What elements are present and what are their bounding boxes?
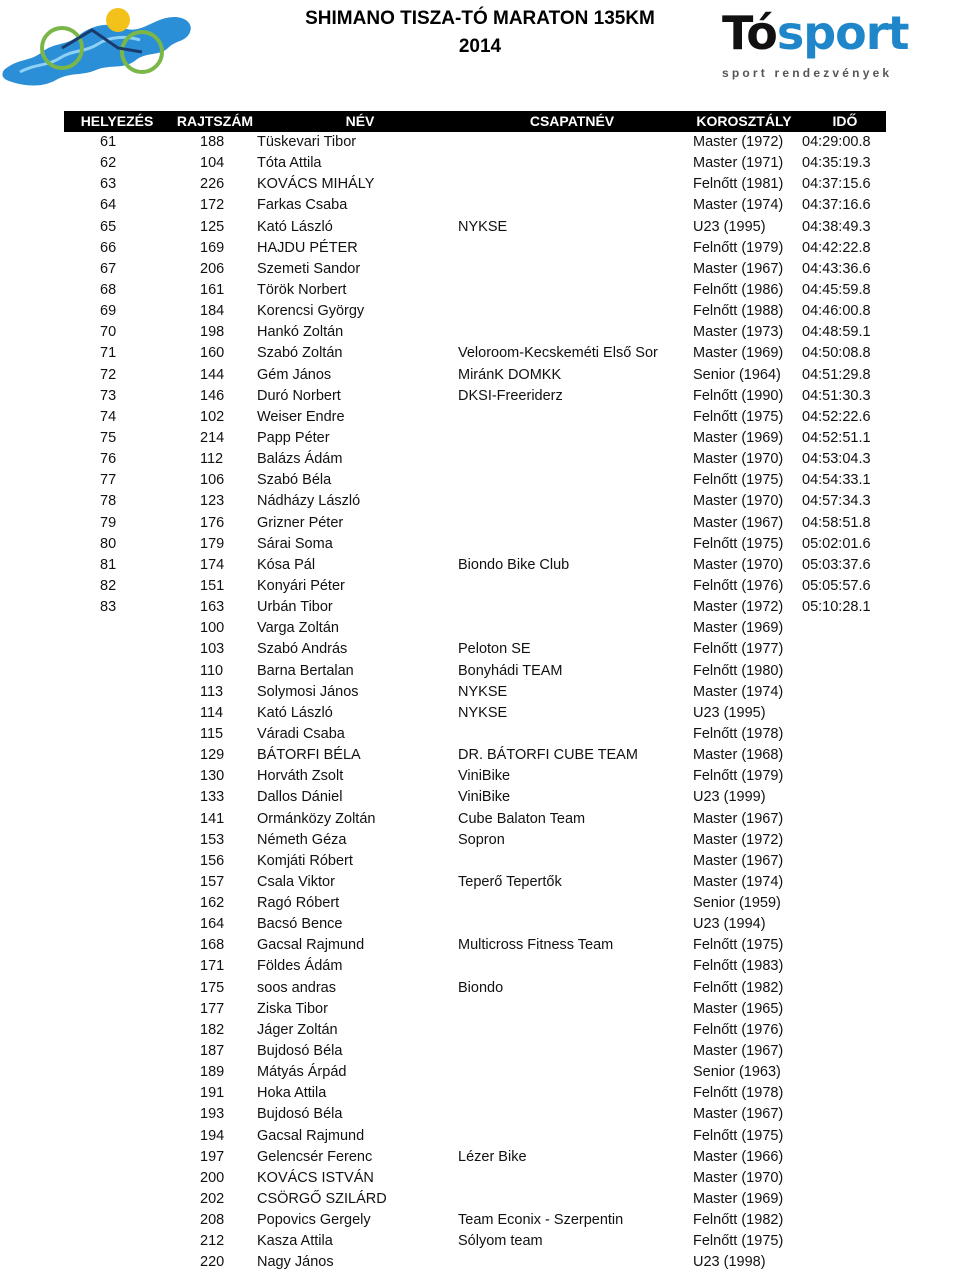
cell-name: Szabó András	[257, 641, 348, 658]
cell-name: Grizner Péter	[257, 514, 344, 531]
cell-category: Master (1972)	[693, 134, 784, 150]
table-row	[64, 682, 886, 703]
cell-bib: 182	[200, 1021, 225, 1038]
table-row	[64, 872, 886, 893]
cell-bib: 214	[200, 429, 225, 446]
table-row	[64, 1041, 886, 1062]
cell-position: 66	[100, 239, 117, 256]
cell-bib: 153	[200, 831, 225, 848]
table-row	[64, 1126, 886, 1147]
table-row	[64, 365, 886, 386]
table-row	[64, 618, 886, 639]
cell-name: Gacsal Rajmund	[257, 1127, 365, 1144]
cell-name: Balázs Ádám	[257, 451, 343, 468]
cell-bib: 160	[200, 345, 225, 362]
cell-name: Földes Ádám	[257, 958, 343, 975]
table-row	[64, 893, 886, 914]
cell-bib: 106	[200, 472, 225, 489]
table-row	[64, 470, 886, 491]
table-row	[64, 513, 886, 534]
col-header-category: KOROSZTÁLY	[696, 113, 792, 129]
cell-bib: 144	[200, 366, 225, 383]
cell-team: Multicross Fitness Team	[458, 937, 614, 954]
cell-bib: 163	[200, 599, 225, 616]
table-row	[64, 259, 886, 280]
cell-name: Weiser Endre	[257, 408, 345, 425]
cell-name: CSÖRGŐ SZILÁRD	[257, 1191, 387, 1208]
cell-name: KOVÁCS ISTVÁN	[257, 1169, 374, 1186]
cell-time: 04:57:34.3	[802, 493, 871, 510]
cell-category: Felnőtt (1988)	[693, 303, 784, 320]
cell-position: 76	[100, 451, 117, 468]
cell-team: NYKSE	[458, 704, 508, 721]
col-header-position: HELYEZÉS	[80, 113, 154, 129]
cell-bib: 133	[200, 789, 225, 806]
cell-bib: 169	[200, 239, 225, 256]
cell-time: 04:48:59.1	[802, 324, 871, 341]
cell-team: ViniBike	[458, 768, 511, 785]
cell-category: U23 (1998)	[693, 1254, 766, 1271]
cell-bib: 141	[200, 810, 225, 827]
cell-position: 82	[100, 577, 117, 594]
cell-name: Komjáti Róbert	[257, 852, 353, 869]
table-row	[64, 407, 886, 428]
cell-position: 79	[100, 514, 117, 531]
cell-bib: 114	[200, 704, 224, 721]
cell-name: Farkas Csaba	[257, 197, 348, 214]
table-row	[64, 956, 886, 977]
cell-category: Felnőtt (1977)	[693, 641, 784, 658]
cell-bib: 226	[200, 176, 225, 193]
cell-bib: 206	[200, 260, 225, 277]
cell-name: Tüskevari Tibor	[257, 134, 357, 150]
cell-name: Korencsi György	[257, 303, 365, 320]
cell-bib: 176	[200, 514, 225, 531]
cell-bib: 197	[200, 1148, 225, 1165]
cell-name: Barna Bertalan	[257, 662, 354, 679]
cell-category: Master (1967)	[693, 852, 784, 869]
cell-time: 04:38:49.3	[802, 218, 871, 235]
table-row	[64, 153, 886, 174]
cell-time: 04:52:51.1	[802, 429, 871, 446]
cell-bib: 172	[200, 197, 225, 214]
cell-category: U23 (1995)	[693, 704, 766, 721]
cell-category: Master (1970)	[693, 451, 784, 468]
cell-name: Kató László	[257, 704, 333, 721]
cell-bib: 100	[200, 620, 225, 637]
cell-name: Ziska Tibor	[257, 1000, 328, 1017]
cell-position: 72	[100, 366, 117, 383]
table-row	[64, 343, 886, 364]
cell-bib: 220	[200, 1254, 225, 1271]
cell-bib: 174	[200, 556, 225, 573]
table-row	[64, 724, 886, 745]
table-row	[64, 576, 886, 597]
cell-time: 04:35:19.3	[802, 155, 871, 172]
col-header-time: IDŐ	[832, 113, 858, 129]
cell-team: DR. BÁTORFI CUBE TEAM	[458, 747, 638, 764]
table-row	[64, 1210, 886, 1231]
table-row	[64, 1083, 886, 1104]
cell-bib: 156	[200, 852, 225, 869]
cell-team: Sopron	[458, 831, 505, 848]
cell-name: Szabó Béla	[257, 472, 332, 489]
cell-bib: 161	[200, 281, 225, 298]
cell-time: 04:54:33.1	[802, 472, 871, 489]
cell-time: 04:42:22.8	[802, 239, 871, 256]
cell-bib: 177	[200, 1000, 225, 1017]
cell-bib: 175	[200, 979, 225, 996]
cell-team: Cube Balaton Team	[458, 810, 586, 827]
cell-category: Master (1970)	[693, 556, 784, 573]
cell-name: Tóta Attila	[257, 155, 322, 172]
table-row	[64, 195, 886, 216]
table-row	[64, 217, 886, 238]
table-row	[64, 238, 886, 259]
cell-name: Hoka Attila	[257, 1085, 327, 1102]
cell-bib: 130	[200, 768, 225, 785]
cell-bib: 198	[200, 324, 225, 341]
cell-name: Németh Géza	[257, 831, 347, 848]
cell-bib: 110	[200, 662, 224, 679]
cell-category: Master (1973)	[693, 324, 784, 341]
cell-time: 04:46:00.8	[802, 303, 871, 320]
table-row	[64, 534, 886, 555]
cell-category: Master (1970)	[693, 1169, 784, 1186]
cell-team: Lézer Bike	[458, 1148, 527, 1165]
cell-name: Váradi Csaba	[257, 725, 345, 742]
table-row	[64, 914, 886, 935]
cell-name: Ragó Róbert	[257, 895, 340, 912]
table-row	[64, 1020, 886, 1041]
cell-position: 83	[100, 599, 117, 616]
cell-category: Master (1974)	[693, 873, 784, 890]
cell-position: 68	[100, 281, 117, 298]
cell-team: Teperő Tepertők	[458, 873, 562, 890]
cell-name: Nádházy László	[257, 493, 361, 510]
cell-name: Ormánközy Zoltán	[257, 810, 376, 827]
cell-team: Veloroom-Kecskeméti Első Sor	[458, 345, 658, 362]
cell-time: 04:52:22.6	[802, 408, 871, 425]
cell-bib: 188	[200, 134, 225, 150]
cell-name: Varga Zoltán	[257, 620, 339, 637]
table-row	[64, 661, 886, 682]
cell-category: Master (1969)	[693, 620, 784, 637]
cell-time: 04:29:00.8	[802, 134, 871, 150]
table-row	[64, 766, 886, 787]
table-row	[64, 787, 886, 808]
table-row	[64, 1231, 886, 1252]
cell-position: 61	[100, 134, 117, 150]
cell-bib: 168	[200, 937, 225, 954]
cell-name: Szemeti Sandor	[257, 260, 361, 277]
cell-category: Master (1974)	[693, 197, 784, 214]
lake-cyclist-logo	[0, 0, 205, 95]
cell-name: Nagy János	[257, 1254, 334, 1271]
cell-position: 81	[100, 556, 117, 573]
cell-bib: 189	[200, 1064, 225, 1081]
table-row	[64, 597, 886, 618]
table-row	[64, 851, 886, 872]
cell-team: NYKSE	[458, 218, 508, 235]
cell-category: Master (1974)	[693, 683, 784, 700]
cell-category: Felnőtt (1975)	[693, 472, 784, 489]
cell-bib: 202	[200, 1191, 225, 1208]
cell-time: 04:53:04.3	[802, 451, 871, 468]
cell-category: U23 (1999)	[693, 789, 766, 806]
cell-category: Master (1969)	[693, 345, 784, 362]
table-row	[64, 174, 886, 195]
cell-bib: 179	[200, 535, 225, 552]
cell-category: Felnőtt (1986)	[693, 281, 784, 298]
cell-category: Master (1968)	[693, 747, 784, 764]
cell-name: Szabó Zoltán	[257, 345, 343, 362]
cell-category: Senior (1963)	[693, 1064, 781, 1081]
table-row	[64, 1189, 886, 1210]
cell-category: Master (1967)	[693, 260, 784, 277]
cell-name: Kósa Pál	[257, 556, 316, 573]
cell-category: Master (1972)	[693, 831, 784, 848]
cell-name: KOVÁCS MIHÁLY	[257, 176, 375, 193]
cell-category: Felnőtt (1975)	[693, 1233, 784, 1250]
cell-name: Kasza Attila	[257, 1233, 333, 1250]
table-row	[64, 132, 886, 153]
cell-category: Felnőtt (1982)	[693, 979, 784, 996]
cell-category: Felnőtt (1983)	[693, 958, 784, 975]
table-row	[64, 1147, 886, 1168]
cell-bib: 103	[200, 641, 225, 658]
cell-category: Master (1970)	[693, 493, 784, 510]
cell-bib: 200	[200, 1169, 225, 1186]
table-row	[64, 280, 886, 301]
cell-category: Felnőtt (1978)	[693, 1085, 784, 1102]
cell-time: 05:10:28.1	[802, 599, 871, 616]
cell-name: Papp Péter	[257, 429, 330, 446]
cell-name: BÁTORFI BÉLA	[257, 747, 361, 764]
cell-bib: 125	[200, 218, 225, 235]
table-row	[64, 999, 886, 1020]
table-row	[64, 555, 886, 576]
cell-position: 63	[100, 176, 117, 193]
table-header	[64, 111, 886, 132]
cell-time: 04:45:59.8	[802, 281, 871, 298]
cell-category: Felnőtt (1976)	[693, 1021, 784, 1038]
cell-name: Török Norbert	[257, 281, 347, 298]
cell-name: Solymosi János	[257, 683, 359, 700]
cell-category: Master (1969)	[693, 429, 784, 446]
cell-bib: 194	[200, 1127, 225, 1144]
col-header-team: CSAPATNÉV	[529, 113, 615, 129]
cell-name: Mátyás Árpád	[257, 1064, 347, 1081]
cell-team: Biondo	[458, 979, 504, 996]
cell-category: U23 (1994)	[693, 916, 766, 933]
cell-team: MiránK DOMKK	[458, 366, 562, 383]
cell-bib: 212	[200, 1233, 225, 1250]
cell-bib: 113	[200, 683, 224, 700]
cell-category: Felnőtt (1979)	[693, 768, 784, 785]
cell-team: ViniBike	[458, 789, 511, 806]
logo-tagline: sport rendezvények	[722, 66, 893, 80]
page-header	[0, 0, 960, 110]
cell-name: Bujdosó Béla	[257, 1043, 343, 1060]
cell-time: 04:50:08.8	[802, 345, 871, 362]
table-row	[64, 745, 886, 766]
cell-category: Master (1967)	[693, 1043, 784, 1060]
cell-name: Gacsal Rajmund	[257, 937, 365, 954]
cell-bib: 157	[200, 873, 225, 890]
cell-category: U23 (1995)	[693, 218, 766, 235]
cell-name: Hankó Zoltán	[257, 324, 344, 341]
cell-name: Horváth Zsolt	[257, 768, 344, 785]
cell-name: Bujdosó Béla	[257, 1106, 343, 1123]
cell-bib: 164	[200, 916, 225, 933]
cell-category: Felnőtt (1975)	[693, 937, 784, 954]
logo-main-text: Tó	[722, 6, 777, 60]
cell-team: Biondo Bike Club	[458, 556, 570, 573]
cell-team: Bonyhádi TEAM	[458, 662, 563, 679]
cell-category: Felnőtt (1975)	[693, 1127, 784, 1144]
cell-category: Felnőtt (1979)	[693, 239, 784, 256]
cell-time: 05:05:57.6	[802, 577, 871, 594]
cell-position: 75	[100, 429, 117, 446]
cell-category: Felnőtt (1990)	[693, 387, 784, 404]
cell-team: NYKSE	[458, 683, 508, 700]
cell-time: 04:58:51.8	[802, 514, 871, 531]
cell-bib: 191	[200, 1085, 225, 1102]
cell-category: Felnőtt (1982)	[693, 1212, 784, 1229]
tosport-logo	[722, 6, 908, 60]
cell-name: Sárai Soma	[257, 535, 333, 552]
cell-name: Jáger Zoltán	[257, 1021, 338, 1038]
table-row	[64, 386, 886, 407]
cell-name: Duró Norbert	[257, 387, 341, 404]
table-row	[64, 809, 886, 830]
cell-bib: 193	[200, 1106, 225, 1123]
table-row	[64, 978, 886, 999]
cell-time: 05:02:01.6	[802, 535, 871, 552]
table-row	[64, 935, 886, 956]
cell-bib: 123	[200, 493, 225, 510]
cell-bib: 129	[200, 747, 225, 764]
cell-category: Felnőtt (1981)	[693, 176, 784, 193]
cell-position: 73	[100, 387, 117, 404]
cell-team: Peloton SE	[458, 641, 531, 658]
cell-name: Bacsó Bence	[257, 916, 343, 933]
table-row	[64, 449, 886, 470]
table-row	[64, 491, 886, 512]
cell-category: Master (1972)	[693, 599, 784, 616]
cell-name: Urbán Tibor	[257, 599, 333, 616]
cell-category: Master (1967)	[693, 1106, 784, 1123]
table-row	[64, 322, 886, 343]
cell-category: Master (1969)	[693, 1191, 784, 1208]
cell-name: Dallos Dániel	[257, 789, 343, 806]
table-row	[64, 1168, 886, 1189]
cell-team: Team Econix - Szerpentin	[458, 1212, 624, 1229]
cell-category: Felnőtt (1975)	[693, 408, 784, 425]
cell-category: Master (1971)	[693, 155, 784, 172]
logo-accent-text: sport	[776, 6, 909, 60]
cell-position: 71	[100, 345, 117, 362]
cell-name: Gém János	[257, 366, 332, 383]
table-row	[64, 830, 886, 851]
cell-bib: 104	[200, 155, 225, 172]
cell-team: Sólyom team	[458, 1233, 543, 1250]
cell-bib: 187	[200, 1043, 225, 1060]
cell-name: HAJDU PÉTER	[257, 239, 358, 256]
cell-position: 62	[100, 155, 117, 172]
table-row	[64, 428, 886, 449]
cell-name: Csala Viktor	[257, 873, 335, 890]
cell-name: Kató László	[257, 218, 333, 235]
cell-team: DKSI-Freeriderz	[458, 387, 563, 404]
cell-category: Felnőtt (1980)	[693, 662, 784, 679]
cell-name: Gelencsér Ferenc	[257, 1148, 373, 1165]
cell-category: Master (1965)	[693, 1000, 784, 1017]
cell-bib: 112	[200, 451, 224, 468]
table-row	[64, 301, 886, 322]
table-row	[64, 1252, 886, 1273]
cell-time: 04:37:15.6	[802, 176, 871, 193]
table-row	[64, 1104, 886, 1125]
cell-time: 04:51:30.3	[802, 387, 871, 404]
cell-position: 67	[100, 260, 117, 277]
cell-position: 77	[100, 472, 117, 489]
cell-bib: 162	[200, 895, 225, 912]
table-row	[64, 639, 886, 660]
cell-position: 64	[100, 197, 117, 214]
table-row	[64, 703, 886, 724]
cell-time: 05:03:37.6	[802, 556, 871, 573]
cell-position: 74	[100, 408, 117, 425]
cell-category: Felnőtt (1975)	[693, 535, 784, 552]
page-year: 2014	[458, 36, 502, 57]
cell-bib: 146	[200, 387, 225, 404]
cell-category: Felnőtt (1978)	[693, 725, 784, 742]
cell-bib: 184	[200, 303, 225, 320]
cell-bib: 208	[200, 1212, 225, 1229]
col-header-name: NÉV	[345, 113, 375, 129]
table-body	[64, 132, 886, 1274]
cell-category: Senior (1959)	[693, 895, 781, 912]
cell-position: 78	[100, 493, 117, 510]
cell-category: Master (1967)	[693, 514, 784, 531]
cell-position: 69	[100, 303, 117, 320]
cell-category: Master (1966)	[693, 1148, 784, 1165]
cell-name: Popovics Gergely	[257, 1212, 371, 1229]
cell-time: 04:51:29.8	[802, 366, 871, 383]
page-title: SHIMANO TISZA-TÓ MARATON 135KM	[305, 8, 655, 29]
cell-name: Konyári Péter	[257, 577, 345, 594]
cell-position: 65	[100, 218, 117, 235]
cell-bib: 171	[200, 958, 225, 975]
cell-category: Master (1967)	[693, 810, 784, 827]
results-table	[64, 111, 886, 1274]
cell-name: soos andras	[257, 979, 336, 996]
cell-bib: 151	[200, 577, 225, 594]
cell-position: 80	[100, 535, 117, 552]
cell-time: 04:43:36.6	[802, 260, 871, 277]
cell-category: Felnőtt (1976)	[693, 577, 784, 594]
cell-time: 04:37:16.6	[802, 197, 871, 214]
table-row	[64, 1062, 886, 1083]
cell-bib: 102	[200, 408, 225, 425]
cell-position: 70	[100, 324, 117, 341]
cell-bib: 115	[200, 725, 224, 742]
col-header-bib: RAJTSZÁM	[176, 113, 254, 129]
cell-category: Senior (1964)	[693, 366, 781, 383]
